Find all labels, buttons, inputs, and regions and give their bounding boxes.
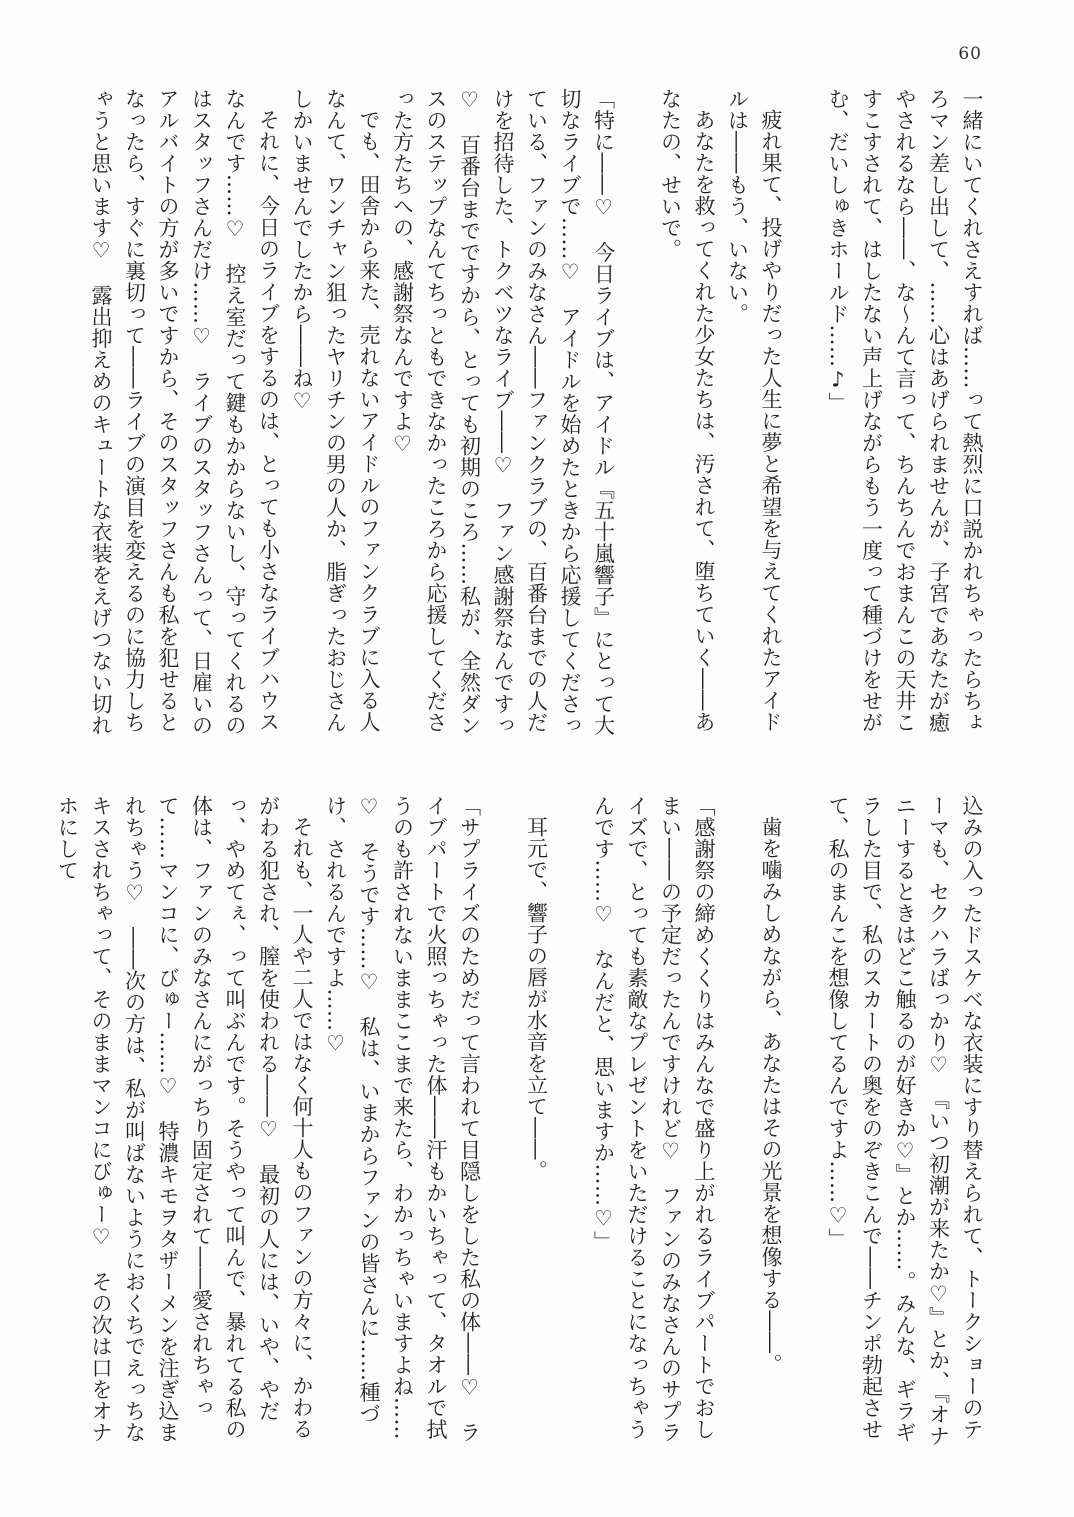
paragraph: 「サプライズのためだって言われて目隠しをした私の体――♡ ライブパートで火照っちゃった体――汗もかいちゃって、タオルで拭うのも許されないままここまで来たら、わかっちゃいますよね……♡ そうです……♡ 私は、いまからファンの皆さんに……種づけ、されるんですよ……♡ [323, 795, 482, 1443]
paragraph: 「感謝祭の締めくくりはみんなで盛り上がれるライブパートでおしまい――の予定だったんですけれど♡ ファンのみなさんのサプライズで、とっても素敵なプレゼントをいただけることになっちゃうんです……♡ なんだと、思いますか……♡」 [591, 795, 716, 1443]
paragraph: それも、一人や二人ではなく何十人ものファンの方々に、かわるがわる犯され、膣を使われる――♡ 最初の人には、いや、やだっ、やめてぇ、って叫ぶんです。そうやって叫んで、暴れてる私の体は、ファンのみなさんにがっちり固定されて――愛されちゃって……マンコに、びゅー……♡ 特濃キモヲタザーメンを注ぎ込まれちゃう♡ ――次の方は、私が叫ばないようにおくちでえっちなキスされちゃって、そのままマンコにびゅー♡ その次は口をオナホにして [55, 795, 314, 1443]
paragraph: 疲れ果て、投げやりだった人生に夢と希望を与えてくれたアイドルは――もう、いない。 [725, 88, 783, 733]
paragraph: 歯を噛みしめながら、あなたはその光景を想像する――。 [759, 816, 783, 1375]
text-block-bottom [55, 795, 988, 1447]
paragraph: 一緒にいてくれさえすれば……って熱烈に口説かれちゃったらちょろマン差し出して、……心はあげられませんが、子宮であなたが癒やされるなら――、な～んて言って、ちんちんでおまんこの天井こすこすされて、はしたない声上げながらもう一度って種づけをせがむ、だいしゅきホールド……♪」 [826, 88, 984, 733]
paragraph: 「特に――♡ 今日ライブは、アイドル『五十嵐響子』にとって大切なライブで……♡ アイドルを始めたときから応援してくださっている、ファンのみなさん――ファンクラブの、百番台までの人だけを招待した、トクベツなライブ――♡ ファン感謝祭なんですっ♡ 百番台までですから、とっても初期のころ……私が、全然ダンスのステップなんてちっともできなかったころから応援してくださった方たちへの、感謝祭なんですよ♡ [390, 88, 616, 736]
paragraph: 耳元で、響子の唇が水音を立て――。 [524, 816, 549, 1182]
paragraph: あなたを救ってくれた少女たちは、汚されて、堕ちていく――あなたの、せいで。 [658, 88, 716, 733]
page-number: 60 [958, 44, 982, 64]
paragraph: 込みの入ったドスケベな衣装にすり替えられて、トークショーのテーマも、セクハラばっかり♡ 『いつ初潮が来たか♡』とか、『オナニーするときはどこ触るのが好きか♡』とか……。みんな、ギラギラした目で、私のスカートの奥をのぞきこんで――チンポ勃起させて、私のまんこを想像してるんですよ……♡」 [826, 795, 984, 1447]
paragraph: それに、今日のライブをするのは、とっても小さなライブハウスなんです……♡ 控え室だって鍵もかからないし、守ってくれるのはスタッフさんだけ……♡ ライブのスタッフさんって、日雇いのアルバイトの方が多いですから、そのスタッフさんも私を犯せるとなったら、すぐに裏切って――ライブの演目を変えるのに協力しちゃうと思います♡ 露出抑えめのキュートな衣装をえげつない切れ [89, 88, 281, 736]
text-block-top [82, 88, 988, 740]
paragraph: でも、田舎から来た、売れないアイドルのファンクラブに入る人なんて、ワンチャン狙ったヤリチンの男の人か、脂ぎったおじさんしかいませんでしたから――ね♡ [290, 88, 381, 733]
